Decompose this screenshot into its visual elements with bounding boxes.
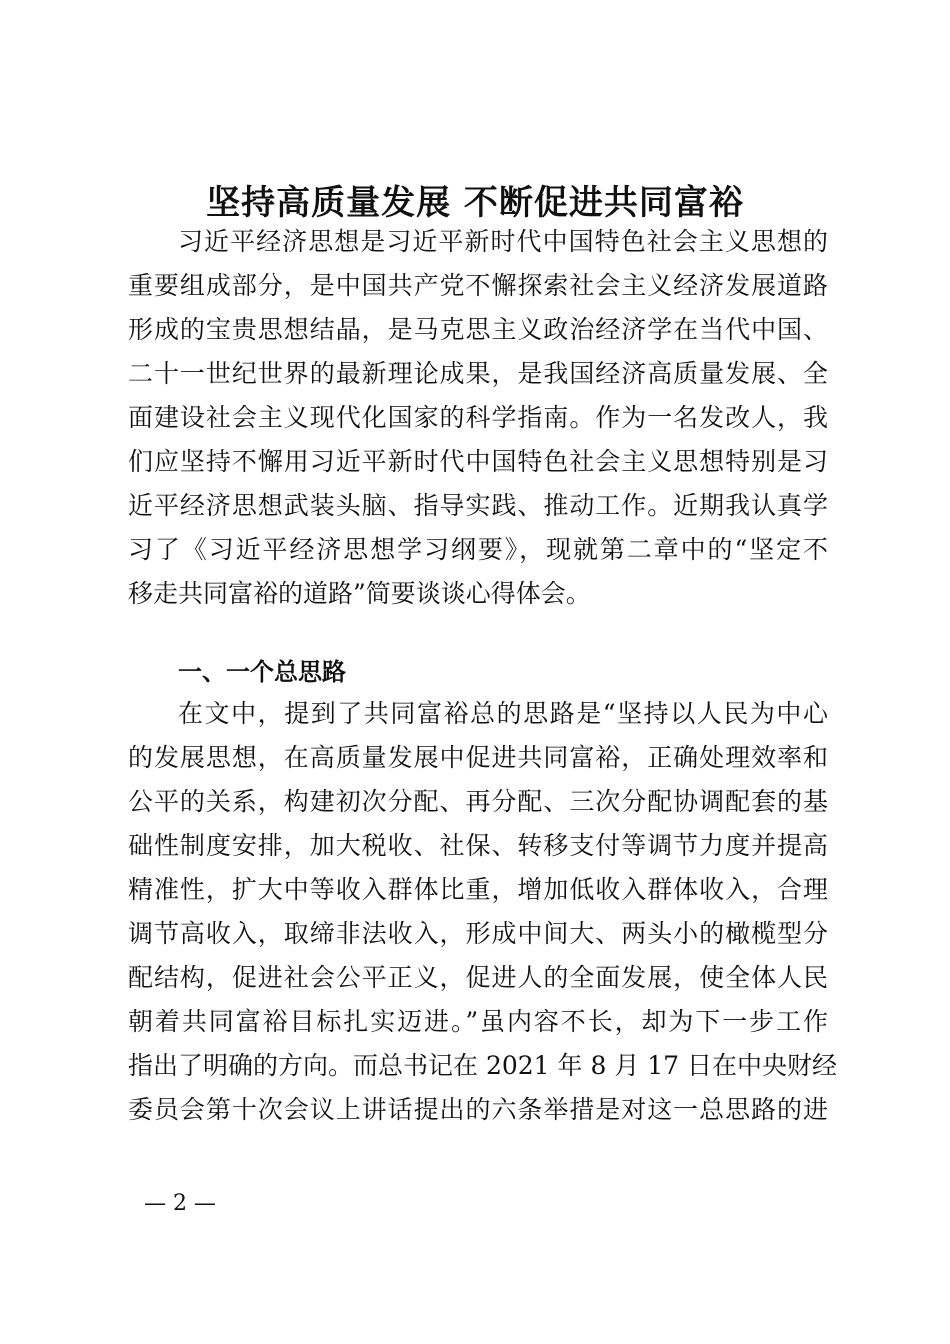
- paragraph-line: 精准性，扩大中等收入群体比重，增加低收入群体收入，合理: [128, 875, 828, 904]
- paragraph-line: 础性制度安排，加大税收、社保、转移支付等调节力度并提高: [128, 831, 828, 860]
- paragraph-line: 指出了明确的方向。而总书记在 2021 年 8 月 17 日在中央财经: [128, 1051, 838, 1080]
- paragraph-line: 配结构，促进社会公平正义，促进人的全面发展，使全体人民: [128, 963, 828, 992]
- paragraph-line: 习了《习近平经济思想学习纲要》，现就第二章中的“坚定不: [128, 535, 828, 564]
- paragraph-line: 朝着共同富裕目标扎实迈进。”虽内容不长，却为下一步工作: [128, 1007, 828, 1036]
- paragraph-line: 公平的关系，构建初次分配、再分配、三次分配协调配套的基: [128, 787, 828, 816]
- paragraph-line: 近平经济思想武装头脑、指导实践、推动工作。近期我认真学: [128, 491, 828, 520]
- paragraph-line: 的发展思想，在高质量发展中促进共同富裕，正确处理效率和: [128, 743, 828, 772]
- paragraph-line: 习近平经济思想是习近平新时代中国特色社会主义思想的: [178, 227, 828, 256]
- paragraph-line: 重要组成部分，是中国共产党不懈探索社会主义经济发展道路: [128, 271, 828, 300]
- paragraph-line: 委员会第十次会议上讲话提出的六条举措是对这一总思路的进: [128, 1095, 828, 1124]
- paragraph-line: 二十一世纪世界的最新理论成果，是我国经济高质量发展、全: [128, 359, 828, 388]
- paragraph-line: 调节高收入，取缔非法收入，形成中间大、两头小的橄榄型分: [128, 919, 828, 948]
- paragraph-line: 面建设社会主义现代化国家的科学指南。作为一名发改人，我: [128, 403, 828, 432]
- paragraph-line: 在文中，提到了共同富裕总的思路是“坚持以人民为中心: [178, 699, 828, 728]
- paragraph-line: 形成的宝贵思想结晶，是马克思主义政治经济学在当代中国、: [128, 315, 828, 344]
- paragraph-line: 们应坚持不懈用习近平新时代中国特色社会主义思想特别是习: [128, 447, 828, 476]
- paragraph-line: 移走共同富裕的道路”简要谈谈心得体会。: [128, 579, 591, 608]
- page-number: — 2 —: [144, 1191, 216, 1216]
- section-heading: 一、一个总思路: [178, 658, 346, 686]
- document-title: 坚持高质量发展 不断促进共同富裕: [206, 183, 744, 223]
